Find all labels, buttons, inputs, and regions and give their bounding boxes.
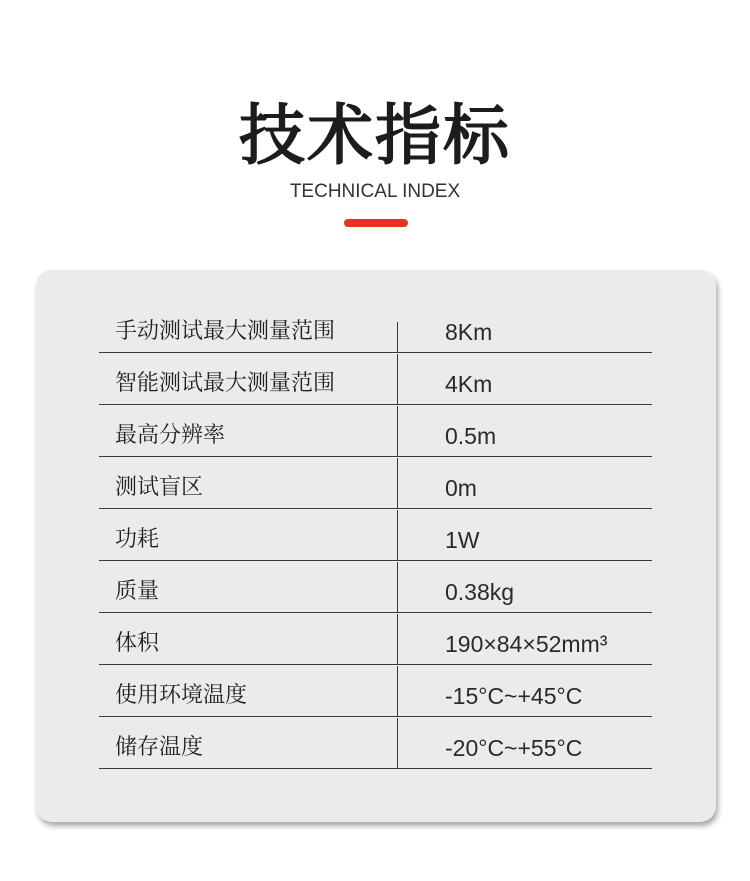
spec-label: 测试盲区 — [115, 475, 204, 500]
column-divider — [397, 562, 398, 612]
spec-label: 最高分辨率 — [115, 423, 226, 448]
column-divider — [397, 614, 398, 664]
column-divider — [397, 406, 398, 456]
spec-row — [99, 354, 652, 405]
spec-value: 190×84×52mm³ — [445, 631, 608, 657]
spec-value: -20°C~+55°C — [445, 735, 583, 761]
spec-label: 智能测试最大测量范围 — [115, 371, 336, 396]
page-subtitle: TECHNICAL INDEX — [289, 181, 461, 202]
spec-label: 体积 — [115, 631, 160, 656]
spec-label: 手动测试最大测量范围 — [115, 319, 336, 344]
spec-value: 0m — [445, 475, 477, 501]
column-divider — [397, 510, 398, 560]
spec-row — [99, 510, 652, 561]
column-divider — [397, 718, 398, 768]
column-divider — [397, 322, 398, 352]
column-divider — [397, 354, 398, 404]
spec-value: 8Km — [445, 319, 493, 345]
spec-label: 功耗 — [115, 527, 160, 552]
column-divider — [397, 666, 398, 716]
spec-value: 4Km — [445, 371, 493, 397]
spec-value: 0.5m — [445, 423, 497, 449]
spec-row — [99, 406, 652, 457]
spec-table — [99, 302, 652, 769]
spec-label: 质量 — [115, 579, 160, 604]
spec-row — [99, 562, 652, 613]
spec-row — [99, 614, 652, 665]
spec-row — [99, 458, 652, 509]
accent-bar — [344, 219, 408, 227]
spec-value: -15°C~+45°C — [445, 683, 583, 709]
spec-value: 0.38kg — [445, 579, 515, 605]
column-divider — [397, 458, 398, 508]
spec-row — [99, 718, 652, 769]
spec-row — [99, 302, 652, 353]
spec-label: 储存温度 — [115, 735, 204, 760]
spec-row — [99, 666, 652, 717]
spec-label: 使用环境温度 — [115, 683, 248, 708]
page-title: 技术指标 — [239, 97, 511, 174]
spec-value: 1W — [445, 527, 480, 553]
